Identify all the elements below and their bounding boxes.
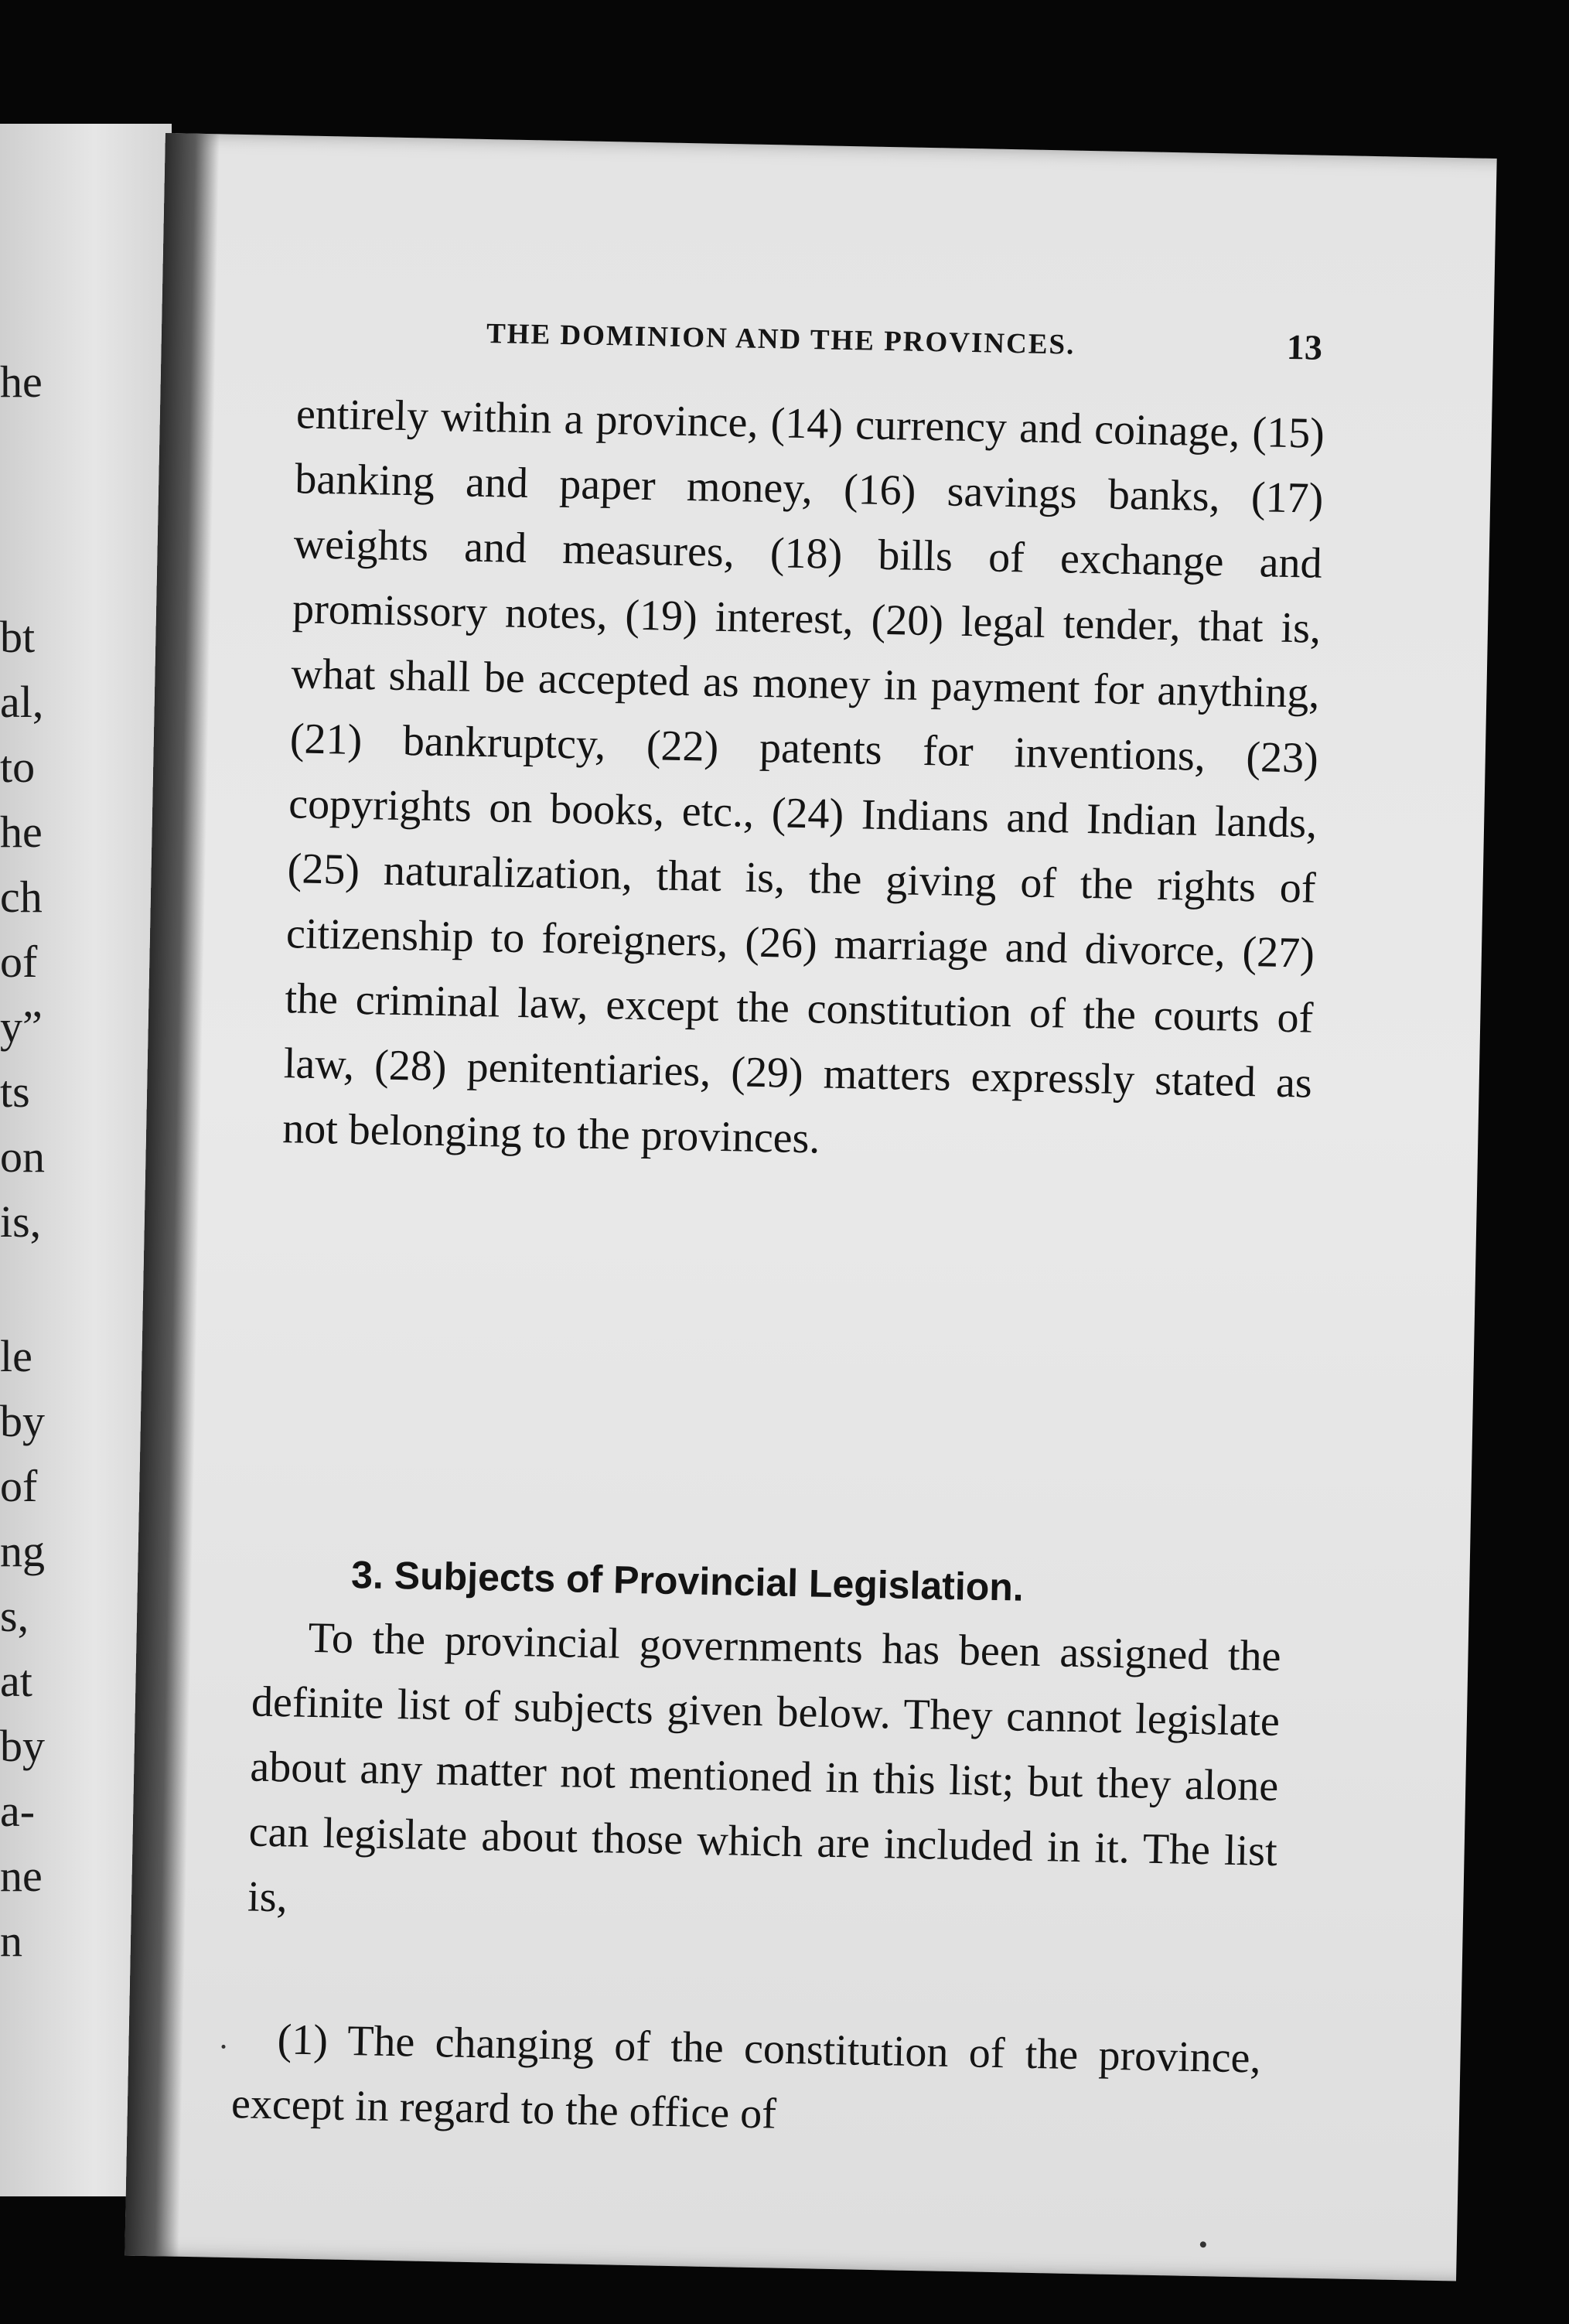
fragment-text: of [0,1461,38,1511]
page-number: 13 [1286,326,1323,367]
print-speck [1200,2241,1206,2247]
fragment-text: he [0,807,43,857]
fragment-text: he [0,357,43,407]
fragment-text: is, [0,1196,42,1247]
fragment-text: on [0,1131,45,1182]
fragment-text: to [0,742,36,792]
section-heading: 3. Subjects of Provincial Legislation. [350,1552,1025,1609]
section-paragraph: To the provincial governments has been assigned the definite list of subjects given below. They cannot legislate about any matter not mentioned in this list; but they alone can legislate about those which are included in it. The list is, [247,1613,1282,1922]
fragment-text: ne [0,1851,43,1901]
book-page [124,133,1496,2281]
print-speck [221,2045,225,2049]
fragment-text: al, [0,677,44,727]
fragment-text: bt [0,612,36,662]
fragment-text: s, [0,1591,29,1641]
fragment-text: ch [0,872,43,922]
fragment-text: of [0,937,38,987]
fragment-text: ts [0,1066,30,1117]
fragment-text: n [0,1916,22,1966]
fragment-text: le [0,1331,32,1381]
body-paragraph [282,381,1325,1180]
fragment-text: by [0,1396,45,1446]
running-header: THE DOMINION AND THE PROVINCES. [486,318,1076,361]
fragment-text: at [0,1656,32,1706]
continued-paragraph: entirely within a province, (14) currency and coinage, (15) banking and paper money, (16) savings banks, (17) weights and measures, (18) bills of exchange and promissory notes, (19) interest, (20) legal tender, that is, what shall be accepted as money in payment for anything, (21) bankruptcy, (22) patents for inventions, (23) copyrights on books, etc., (24) Indians and Indian lands, (25) naturalization, that is, the giving of the rights of citizenship to foreigners, (26) marriage and divorce, (27) the criminal law, except the constitution of the courts of law, (28) penitentiaries, (29) matters expressly stated as not belonging to the provinces. [281,390,1325,1163]
fragment-text: ng [0,1526,45,1576]
list-item: (1) The changing of the constitution of the province, except in regard to the office of [230,2015,1262,2138]
fragment-text: y” [0,1002,43,1052]
fragment-text: a- [0,1786,36,1836]
fragment-text: by [0,1721,45,1771]
